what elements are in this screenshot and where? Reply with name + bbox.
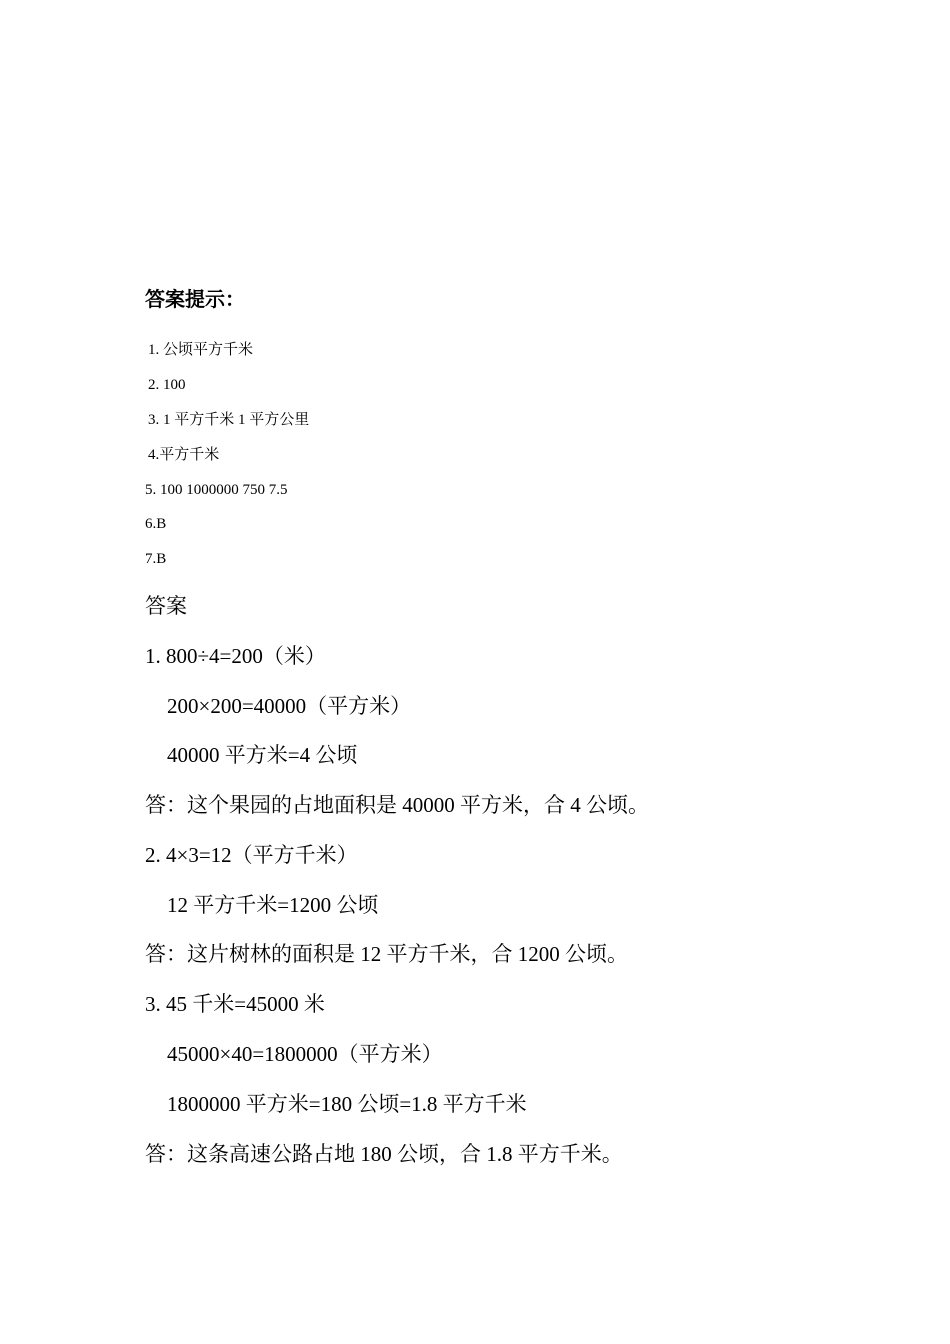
- hint-item-6: 6.B: [145, 516, 167, 532]
- answer-line-3: 40000 平方米=4 公顷: [167, 743, 358, 767]
- answer-line-5: 2. 4×3=12（平方千米）: [145, 843, 358, 867]
- hint-item-2: 2. 100: [148, 377, 186, 393]
- answer-line-1: 1. 800÷4=200（米）: [145, 644, 326, 668]
- hint-item-1: 1. 公顷平方千米: [148, 342, 254, 358]
- hint-item-3: 3. 1 平方千米 1 平方公里: [148, 412, 310, 428]
- hints-heading: 答案提示：: [145, 287, 245, 311]
- hint-item-5: 5. 100 1000000 750 7.5: [145, 482, 288, 498]
- answer-line-2: 200×200=40000（平方米）: [167, 694, 412, 718]
- answer-line-7: 答：这片树林的面积是 12 平方千米，合 1200 公顷。: [145, 942, 628, 966]
- answer-line-6: 12 平方千米=1200 公顷: [167, 893, 379, 917]
- answer-line-11: 答：这条高速公路占地 180 公顷，合 1.8 平方千米。: [145, 1142, 623, 1166]
- answers-heading: 答案: [145, 594, 187, 618]
- answer-line-4: 答：这个果园的占地面积是 40000 平方米，合 4 公顷。: [145, 793, 649, 817]
- hint-item-7: 7.B: [145, 551, 167, 567]
- answer-line-9: 45000×40=1800000（平方米）: [167, 1042, 443, 1066]
- answer-line-10: 1800000 平方米=180 公顷=1.8 平方千米: [167, 1092, 527, 1116]
- hint-item-4: 4.平方千米: [148, 447, 220, 463]
- answer-line-8: 3. 45 千米=45000 米: [145, 992, 325, 1016]
